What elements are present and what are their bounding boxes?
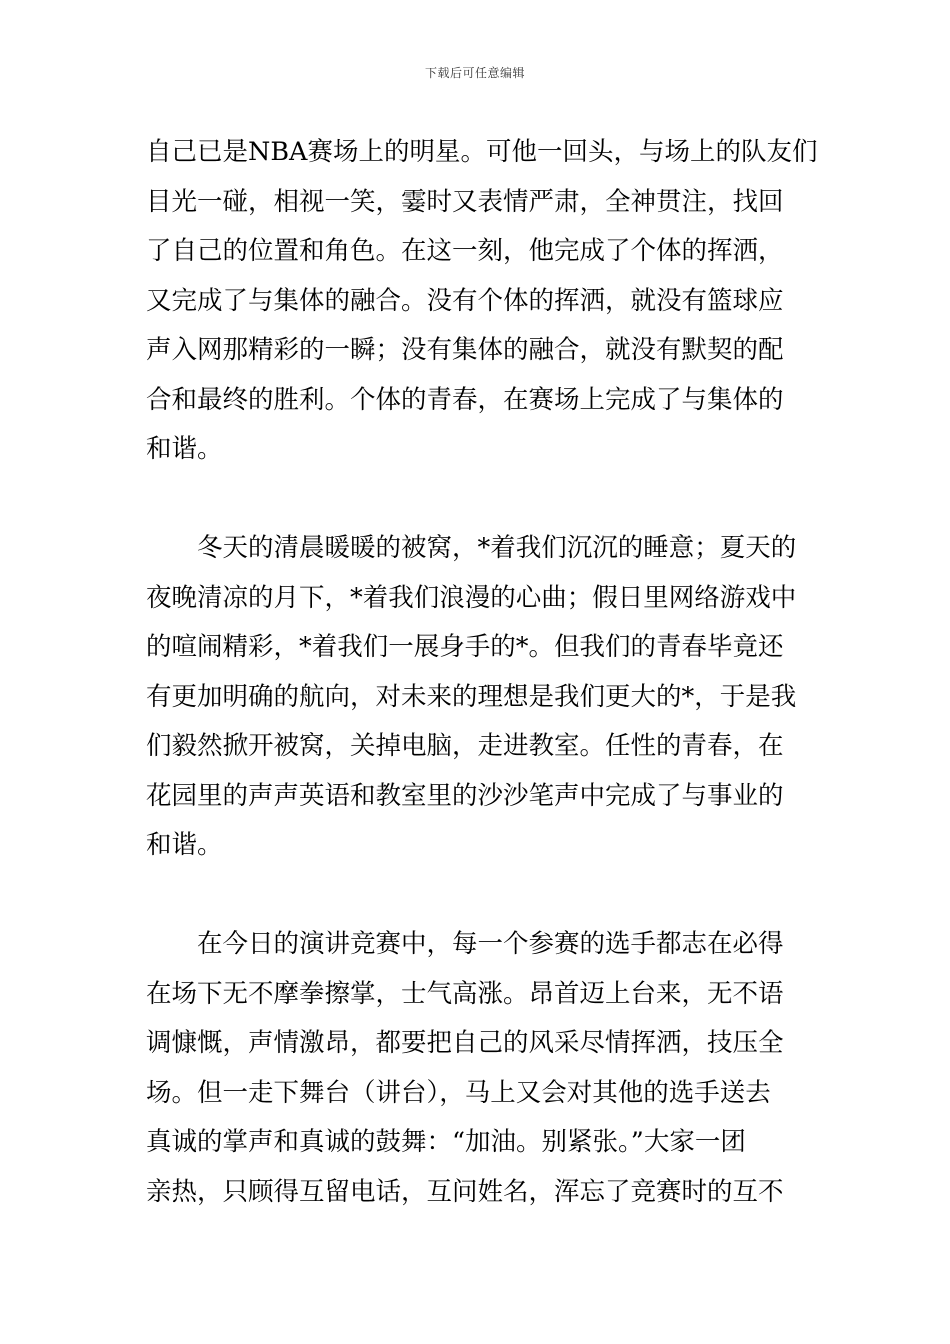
paragraph-1 xyxy=(146,128,818,475)
paragraph-line: 们毅然掀开被窝，关掉电脑，走进教室。任性的青春，在 xyxy=(146,731,784,761)
paragraph-line: 花园里的声声英语和教室里的沙沙笔声中完成了与事业的 xyxy=(146,780,784,811)
paragraph-line: 亲热，只顾得互留电话，互问姓名，浑忘了竞赛时的互不 xyxy=(146,1176,784,1207)
paragraph-line: 的喧闹精彩，*着我们一展身手的*。但我们的青春毕竟还 xyxy=(146,632,784,662)
paragraph-line: 场。但一走下舞台（讲台），马上又会对其他的选手送去 xyxy=(146,1077,771,1108)
paragraph-line: 和谐。 xyxy=(146,830,223,860)
page-header: 下载后可任意编辑 xyxy=(424,66,525,80)
paragraph-line: 和谐。 xyxy=(146,434,223,464)
paragraph-line: 有更加明确的航向，对未来的理想是我们更大的*，于是我 xyxy=(146,681,797,712)
paragraph-line: 在场下无不摩拳擦掌，士气高涨。昂首迈上台来，无不语 xyxy=(146,978,784,1009)
paragraph-spacer xyxy=(146,871,814,921)
paragraph-line: 真诚的掌声和真诚的鼓舞：“加油。别紧张。”大家一团 xyxy=(146,1127,746,1157)
paragraph-line: 在今日的演讲竞赛中，每一个参赛的选手都志在必得 xyxy=(197,929,784,959)
paragraph-line: 调慷慨，声情激昂，都要把自己的风采尽情挥洒，技压全 xyxy=(146,1028,784,1058)
paragraph-line: 冬天的清晨暖暖的被窝，*着我们沉沉的睡意；夏天的 xyxy=(197,533,797,563)
paragraph-line: 合和最终的胜利。个体的青春，在赛场上完成了与集体的 xyxy=(146,384,784,415)
paragraph-line: 夜晚清凉的月下，*着我们浪漫的心曲；假日里网络游戏中 xyxy=(146,582,797,613)
document-body xyxy=(146,128,818,1217)
paragraph-spacer xyxy=(146,475,814,525)
paragraph-line: 自己已是NBA赛场上的明星。可他一回头，与场上的队友们 xyxy=(146,137,818,167)
paragraph-line: 又完成了与集体的融合。没有个体的挥洒，就没有篮球应 xyxy=(146,285,784,316)
paragraph-line: 了自己的位置和角色。在这一刻，他完成了个体的挥洒， xyxy=(146,236,784,266)
paragraph-3 xyxy=(146,920,814,1217)
paragraph-2 xyxy=(146,524,814,871)
paragraph-line: 声入网那精彩的一瞬；没有集体的融合，就没有默契的配 xyxy=(146,335,784,365)
paragraph-line: 目光一碰，相视一笑，霎时又表情严肃，全神贯注，找回 xyxy=(146,186,784,217)
